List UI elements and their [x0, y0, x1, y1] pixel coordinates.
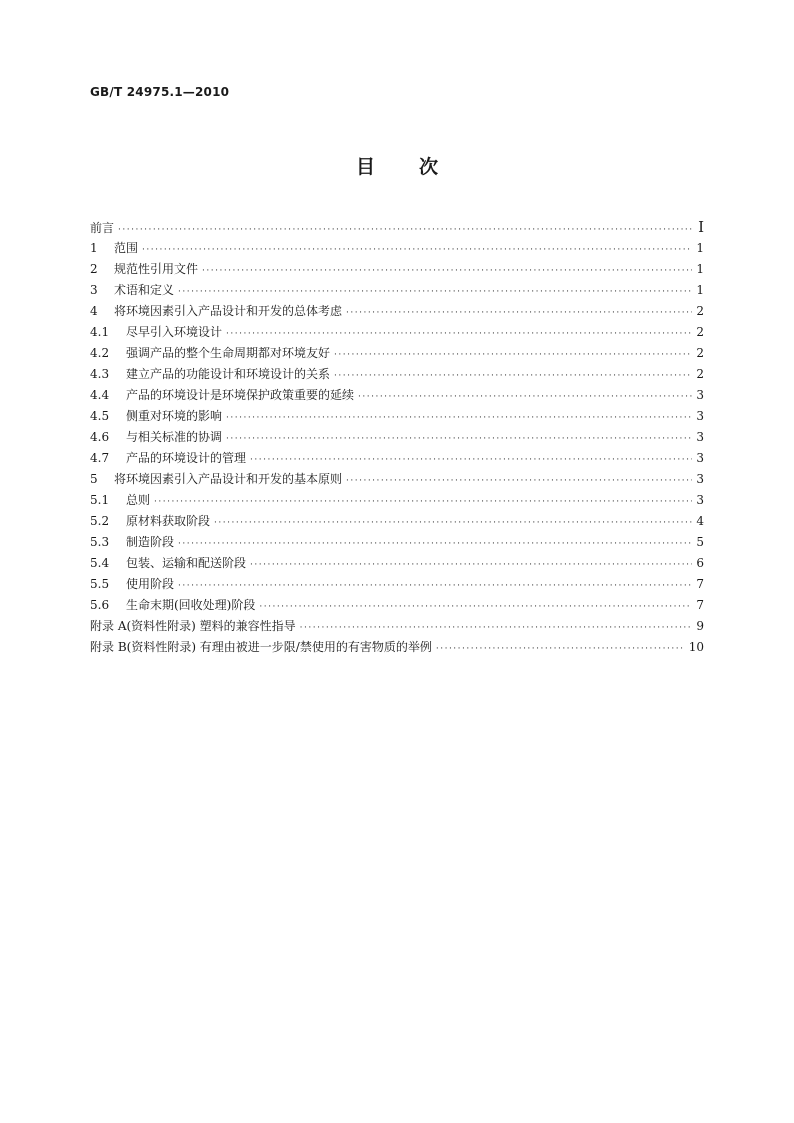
toc-dot-leader	[358, 387, 692, 408]
toc-dot-leader	[178, 282, 692, 303]
toc-entry-title: 产品的环境设计的管理	[126, 451, 247, 465]
toc-dot-leader	[202, 261, 692, 282]
toc-dot-leader	[346, 303, 692, 324]
toc-entry-page: 3	[696, 409, 704, 423]
toc-entry[interactable]	[90, 217, 704, 238]
toc-entry[interactable]	[90, 574, 704, 595]
toc-entry-page: 2	[696, 346, 704, 360]
toc-entry-title: 使用阶段	[126, 577, 175, 591]
toc-entry-page: 1	[696, 283, 704, 297]
toc-entry-page: 6	[696, 556, 704, 570]
toc-entry-title: 附录 A(资料性附录) 塑料的兼容性指导	[90, 619, 296, 633]
toc-entry-title: 生命末期(回收处理)阶段	[126, 598, 256, 612]
toc-entry[interactable]	[90, 553, 704, 574]
toc-entry[interactable]	[90, 259, 704, 280]
toc-entry-page: 7	[696, 598, 704, 612]
toc-dot-leader	[214, 513, 692, 534]
standard-code: GB/T 24975.1—2010	[90, 85, 230, 99]
toc-entry-number: 3	[90, 283, 98, 297]
toc-entry-number: 4.2	[90, 346, 110, 360]
toc-entry-page: 3	[696, 493, 704, 507]
toc-dot-leader	[436, 639, 685, 660]
toc-entry-page: 3	[696, 388, 704, 402]
toc-entry-title: 范围	[114, 241, 139, 255]
toc-dot-leader	[334, 366, 692, 387]
toc-dot-leader	[250, 450, 692, 471]
toc-entry-title: 产品的环境设计是环境保护政策重要的延续	[126, 388, 355, 402]
toc-dot-leader	[346, 471, 692, 492]
toc-entry-title: 总则	[126, 493, 151, 507]
toc-entry-number: 5.3	[90, 535, 110, 549]
toc-dot-leader	[142, 240, 692, 261]
toc-dot-leader	[226, 429, 692, 450]
toc-entry[interactable]	[90, 595, 704, 616]
toc-entry-number: 5.4	[90, 556, 110, 570]
toc-entry-page: 1	[696, 262, 704, 276]
toc-entry[interactable]	[90, 427, 704, 448]
toc-entry-page: 2	[696, 325, 704, 339]
toc-entry-page: I	[698, 218, 704, 236]
toc-entry[interactable]	[90, 511, 704, 532]
toc-entry[interactable]	[90, 406, 704, 427]
toc-entry-title: 制造阶段	[126, 535, 175, 549]
toc-entry-page: 7	[696, 577, 704, 591]
toc-entry[interactable]	[90, 385, 704, 406]
toc-entry-page: 1	[696, 241, 704, 255]
toc-entry[interactable]	[90, 532, 704, 553]
toc-entry-title: 将环境因素引入产品设计和开发的基本原则	[114, 472, 343, 486]
toc-entry[interactable]	[90, 469, 704, 490]
toc-entry-title: 包装、运输和配送阶段	[126, 556, 247, 570]
toc-entry-number: 4.7	[90, 451, 110, 465]
toc-entry-page: 9	[696, 619, 704, 633]
toc-entry-number: 1	[90, 241, 98, 255]
toc-entry-number: 4	[90, 304, 98, 318]
toc-entry-number: 2	[90, 262, 98, 276]
toc-entry[interactable]	[90, 280, 704, 301]
toc-entry[interactable]	[90, 448, 704, 469]
table-of-contents	[90, 217, 704, 658]
toc-entry-title: 与相关标准的协调	[126, 430, 223, 444]
toc-entry-page: 4	[696, 514, 704, 528]
toc-dot-leader	[250, 555, 692, 576]
toc-entry-number: 5.2	[90, 514, 110, 528]
toc-entry-page: 5	[696, 535, 704, 549]
toc-entry-number: 4.5	[90, 409, 110, 423]
toc-dot-leader	[178, 576, 692, 597]
toc-entry[interactable]	[90, 343, 704, 364]
toc-entry-number: 4.6	[90, 430, 110, 444]
toc-entry-title: 将环境因素引入产品设计和开发的总体考虑	[114, 304, 343, 318]
toc-entry-number: 5.1	[90, 493, 110, 507]
toc-entry-title: 强调产品的整个生命周期都对环境友好	[126, 346, 331, 360]
toc-entry-number: 4.3	[90, 367, 110, 381]
toc-entry[interactable]	[90, 616, 704, 637]
toc-entry-title: 术语和定义	[114, 283, 175, 297]
toc-dot-leader	[154, 492, 692, 513]
toc-entry-number: 5	[90, 472, 98, 486]
toc-entry-page: 3	[696, 472, 704, 486]
toc-dot-leader	[226, 408, 692, 429]
toc-entry[interactable]	[90, 238, 704, 259]
toc-entry-page: 3	[696, 451, 704, 465]
toc-entry[interactable]	[90, 322, 704, 343]
toc-entry-number: 4.1	[90, 325, 110, 339]
toc-dot-leader	[259, 597, 692, 618]
toc-entry-number: 4.4	[90, 388, 110, 402]
toc-entry[interactable]	[90, 301, 704, 322]
toc-entry-title: 侧重对环境的影响	[126, 409, 223, 423]
toc-entry-title: 原材料获取阶段	[126, 514, 211, 528]
page-title: 目次	[355, 156, 482, 178]
toc-entry-title: 附录 B(资料性附录) 有理由被进一步限/禁使用的有害物质的举例	[90, 640, 432, 654]
toc-dot-leader	[118, 220, 692, 241]
toc-dot-leader	[226, 324, 692, 345]
toc-dot-leader	[334, 345, 692, 366]
toc-entry[interactable]	[90, 490, 704, 511]
toc-entry-page: 3	[696, 430, 704, 444]
toc-entry-title: 建立产品的功能设计和环境设计的关系	[126, 367, 331, 381]
toc-dot-leader	[300, 618, 692, 639]
toc-entry[interactable]	[90, 637, 704, 658]
toc-entry-title: 前言	[90, 221, 115, 235]
toc-entry-page: 2	[696, 304, 704, 318]
toc-entry-number: 5.5	[90, 577, 110, 591]
toc-dot-leader	[178, 534, 692, 555]
toc-entry-title: 尽早引入环境设计	[126, 325, 223, 339]
toc-entry-page: 2	[696, 367, 704, 381]
toc-entry[interactable]	[90, 364, 704, 385]
toc-entry-page: 10	[688, 640, 704, 654]
toc-entry-title: 规范性引用文件	[114, 262, 199, 276]
toc-entry-number: 5.6	[90, 598, 110, 612]
